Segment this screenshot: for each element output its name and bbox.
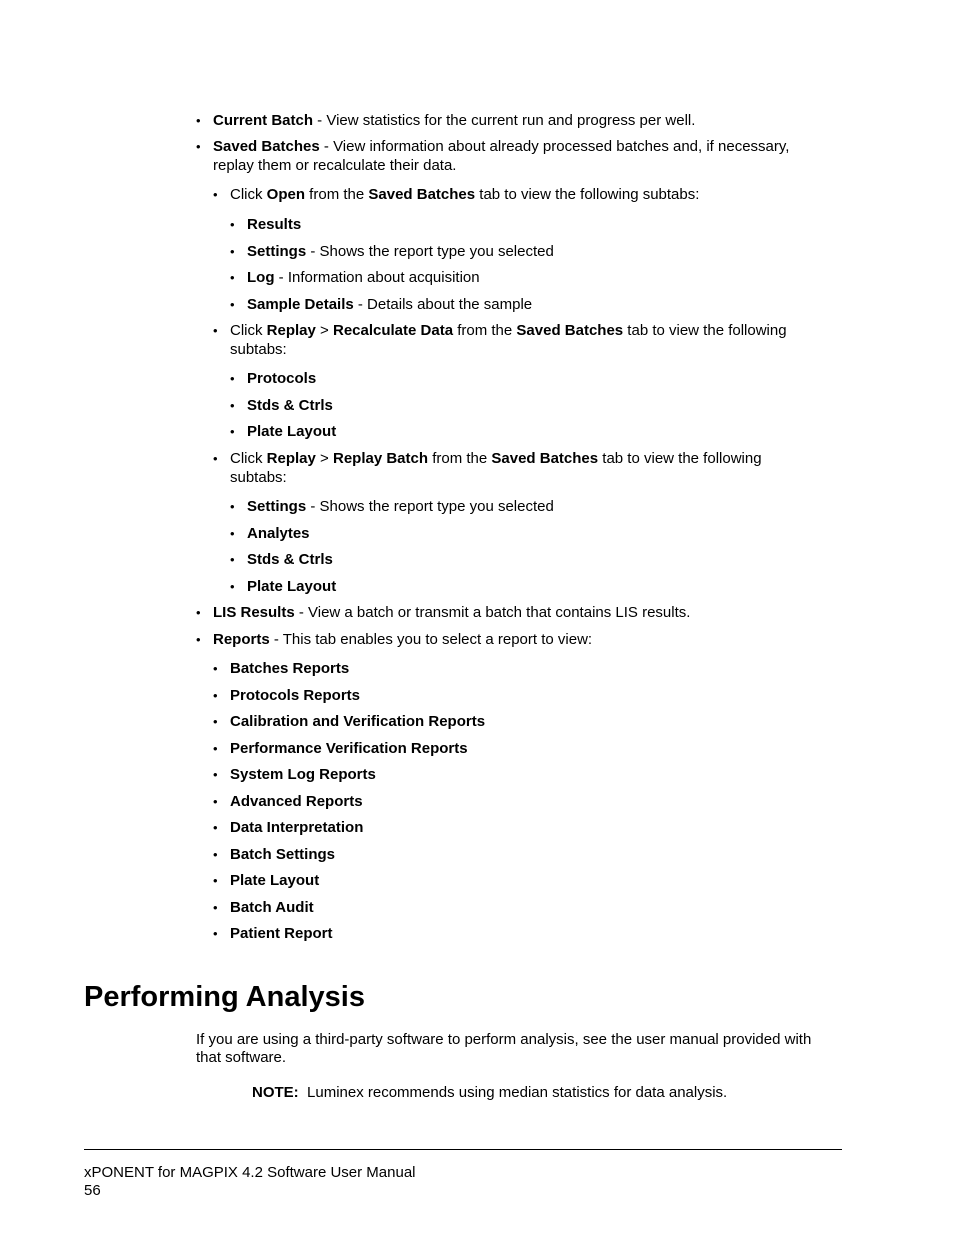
list-item-description: - View information about already processed batches and, if necessary, [319,138,790,155]
list-item-description: - View a batch or transmit a batch that contains LIS results. [294,604,691,621]
list-item-term: Batch Settings [230,846,336,863]
list-item [247,369,316,388]
note-text: Luminex recommends using median statistics for data analysis. [307,1084,728,1101]
bullet-marker: • [213,847,218,862]
page-number: 56 [84,1182,101,1199]
list-item-description: - Information about acquisition [274,269,480,286]
list-item-continuation: subtabs: [230,341,287,358]
bullet-marker: • [213,451,218,466]
list-item [247,242,554,261]
list-item [213,137,789,156]
list-item [247,577,336,596]
list-item-term: Replay [266,322,316,339]
list-item-term: Batch Audit [230,899,314,916]
list-item-text: from the [453,322,517,339]
list-item-text: tab to view the following [598,450,762,467]
list-item [230,659,349,678]
list-item-term: Calibration and Verification Reports [230,713,486,730]
list-item-text: Click [230,450,267,467]
list-item [247,524,310,543]
bullet-marker: • [213,873,218,888]
bullet-marker: • [230,526,235,541]
list-item-term: Saved Batches [213,138,320,155]
list-item-description: - Shows the report type you selected [306,498,554,515]
bullet-marker: • [230,579,235,594]
list-item-term: Results [247,216,302,233]
section-paragraph-line-1: If you are using a third-party software to perform analysis, see the user manual provided with [196,1031,812,1048]
list-item [230,185,699,204]
list-item-term: Protocols Reports [230,687,361,704]
list-item-term: Stds & Ctrls [247,397,333,414]
bullet-marker: • [230,217,235,232]
list-item-continuation: subtabs: [230,469,287,486]
footer-title: xPONENT for MAGPIX 4.2 Software User Manual [84,1164,416,1181]
bullet-marker: • [196,113,201,128]
list-item [230,321,787,340]
list-item-description: - Shows the report type you selected [306,243,554,260]
list-item-term: Current Batch [213,112,314,129]
list-item [247,396,333,415]
bullet-marker: • [213,661,218,676]
list-item-text: tab to view the following [623,322,787,339]
list-item-term: LIS Results [213,604,295,621]
list-item [230,792,363,811]
section-paragraph-line-2: that software. [196,1049,287,1066]
bullet-marker: • [230,499,235,514]
list-item-term: Performance Verification Reports [230,740,468,757]
list-item-term: Settings [247,498,307,515]
list-item [230,449,762,468]
list-item-term: Saved Batches [368,186,476,203]
list-item-term: Plate Layout [247,423,337,440]
list-item [230,871,319,890]
list-item-text: tab to view the following subtabs: [475,186,700,203]
list-item-text: from the [305,186,369,203]
list-item-term: Open [266,186,306,203]
list-item-term: Patient Report [230,925,333,942]
list-item-text: > [315,450,333,467]
list-item [230,686,360,705]
bullet-marker: • [230,270,235,285]
list-item-text: Click [230,322,267,339]
list-item-term: System Log Reports [230,766,376,783]
list-item [230,818,363,837]
list-item-text: Click [230,186,267,203]
list-item [247,422,336,441]
list-item-term: Log [247,269,275,286]
list-item-term: Replay [266,450,316,467]
list-item [247,497,554,516]
list-item-text: > [315,322,333,339]
list-item-term: Analytes [247,525,310,542]
bullet-marker: • [230,424,235,439]
list-item-term: Stds & Ctrls [247,551,333,568]
bullet-marker: • [230,244,235,259]
list-item [230,845,335,864]
list-item-term: Settings [247,243,307,260]
list-item-term: Protocols [247,370,317,387]
bullet-marker: • [196,605,201,620]
list-item-description: - This tab enables you to select a report to view: [269,631,593,648]
list-item-term: Plate Layout [247,578,337,595]
list-item-description: - Details about the sample [353,296,533,313]
list-item-term: Batches Reports [230,660,350,677]
list-item-term: Plate Layout [230,872,320,889]
list-item [247,268,480,287]
list-item-text: from the [428,450,492,467]
list-item-term: Sample Details [247,296,354,313]
list-item [247,550,333,569]
bullet-marker: • [230,552,235,567]
bullet-marker: • [213,688,218,703]
bullet-marker: • [213,187,218,202]
list-item-term: Data Interpretation [230,819,364,836]
list-item-continuation: replay them or recalculate their data. [213,157,457,174]
list-item [230,924,333,943]
bullet-marker: • [213,900,218,915]
list-item-term: Advanced Reports [230,793,363,810]
bullet-marker: • [213,741,218,756]
list-item-term: Saved Batches [516,322,624,339]
list-item [230,739,468,758]
list-item [213,603,690,622]
list-item [230,712,485,731]
bullet-marker: • [213,323,218,338]
bullet-marker: • [196,139,201,154]
list-item-description: - View statistics for the current run and progress per well. [313,112,696,129]
list-item [230,765,376,784]
bullet-marker: • [230,297,235,312]
footer-divider [84,1149,842,1150]
list-item-term: Saved Batches [491,450,599,467]
list-item [247,215,301,234]
list-item-term: Recalculate Data [332,322,454,339]
bullet-marker: • [213,794,218,809]
section-heading: Performing Analysis [84,981,365,1013]
note-label: NOTE: [252,1084,299,1101]
list-item [230,898,314,917]
list-item-term: Replay Batch [332,450,429,467]
list-item [213,111,695,130]
note [252,1083,727,1102]
bullet-marker: • [213,714,218,729]
bullet-marker: • [213,820,218,835]
bullet-marker: • [196,632,201,647]
bullet-marker: • [213,926,218,941]
bullet-marker: • [230,371,235,386]
list-item [247,295,532,314]
bullet-marker: • [213,767,218,782]
list-item-term: Reports [213,631,270,648]
list-item [213,630,592,649]
bullet-marker: • [230,398,235,413]
